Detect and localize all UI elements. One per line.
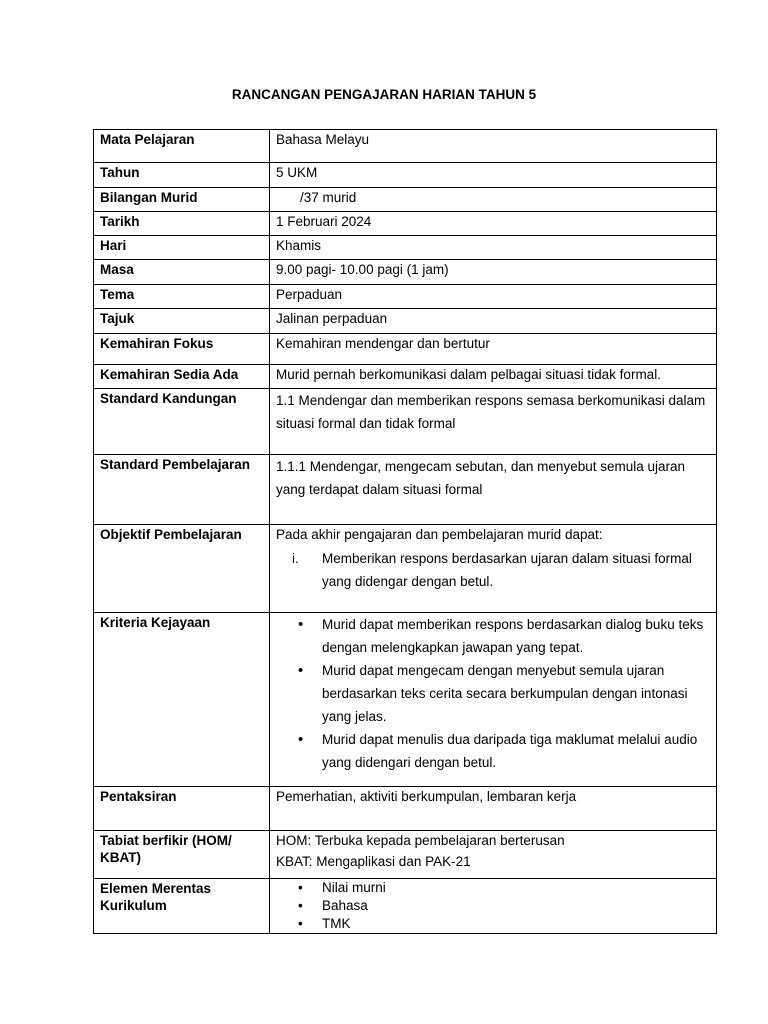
row-pentaksiran [94, 787, 717, 831]
row-standard-kandungan [94, 389, 717, 455]
label-elemen-merentas-kurikulum: Elemen Merentas Kurikulum [94, 879, 270, 934]
value-kemahiran-sedia-ada: Murid pernah berkomunikasi dalam pelbagai situasi tidak formal. [270, 365, 717, 389]
kriteria-text: Murid dapat memberikan respons berdasarkan dialog buku teks dengan melengkapkan jawapan yang tepat. [322, 617, 704, 655]
label-kemahiran-sedia-ada: Kemahiran Sedia Ada [94, 365, 270, 389]
label-masa: Masa [94, 260, 270, 285]
row-masa [94, 260, 717, 285]
kriteria-list [276, 613, 710, 774]
value-kriteria-kejayaan [270, 613, 717, 787]
bullet-icon: • [298, 916, 303, 931]
label-tema: Tema [94, 285, 270, 309]
row-hari [94, 236, 717, 260]
objektif-text: Memberikan respons berdasarkan ujaran dalam situasi formal yang didengar dengan betul. [322, 551, 692, 589]
value-elemen-merentas-kurikulum [270, 879, 717, 934]
label-standard-pembelajaran: Standard Pembelajaran [94, 455, 270, 525]
row-tajuk [94, 309, 717, 334]
value-tema: Perpaduan [270, 285, 717, 309]
objektif-intro: Pada akhir pengajaran dan pembelajaran murid dapat: [276, 527, 603, 542]
objektif-marker: i. [292, 551, 299, 566]
elemen-text: TMK [322, 916, 351, 931]
elemen-text: Nilai murni [322, 880, 386, 895]
label-bilangan-murid: Bilangan Murid [94, 188, 270, 212]
value-bilangan-murid [270, 188, 717, 212]
value-tabiat-berfikir [270, 831, 717, 879]
label-tahun: Tahun [94, 163, 270, 188]
elemen-item [276, 915, 710, 933]
bullet-icon: • [298, 898, 303, 913]
row-tema [94, 285, 717, 309]
value-pentaksiran: Pemerhatian, aktiviti berkumpulan, lembaran kerja [270, 787, 717, 831]
label-tajuk: Tajuk [94, 309, 270, 334]
label-pentaksiran: Pentaksiran [94, 787, 270, 831]
hom-text: HOM: Terbuka kepada pembelajaran berterusan [276, 833, 565, 848]
value-tahun: 5 UKM [270, 163, 717, 188]
objektif-item [276, 547, 710, 593]
row-objektif-pembelajaran [94, 525, 717, 613]
value-standard-pembelajaran: 1.1.1 Mendengar, mengecam sebutan, dan menyebut semula ujaran yang terdapat dalam situasi formal [270, 455, 717, 525]
elemen-item [276, 879, 710, 897]
row-mata-pelajaran [94, 130, 717, 163]
elemen-list [276, 879, 710, 933]
row-tabiat-berfikir [94, 831, 717, 879]
row-kemahiran-fokus [94, 334, 717, 365]
bullet-icon: • [298, 662, 304, 679]
elemen-text: Bahasa [322, 898, 368, 913]
label-kemahiran-fokus: Kemahiran Fokus [94, 334, 270, 365]
label-standard-kandungan: Standard Kandungan [94, 389, 270, 455]
label-mata-pelajaran: Mata Pelajaran [94, 130, 270, 163]
row-kriteria-kejayaan [94, 613, 717, 787]
label-hari: Hari [94, 236, 270, 260]
objektif-list [276, 547, 710, 593]
row-kemahiran-sedia-ada [94, 365, 717, 389]
kriteria-item [276, 659, 710, 728]
label-tarikh: Tarikh [94, 212, 270, 236]
kriteria-text: Murid dapat mengecam dengan menyebut semula ujaran berdasarkan teks cerita secara berkumpulan dengan intonasi yang jelas. [322, 663, 688, 724]
row-tahun [94, 163, 717, 188]
kbat-text: KBAT: Mengaplikasi dan PAK-21 [276, 854, 471, 869]
value-hari: Khamis [270, 236, 717, 260]
bilangan-murid-text: /37 murid [300, 190, 357, 205]
value-tarikh: 1 Februari 2024 [270, 212, 717, 236]
elemen-item [276, 897, 710, 915]
lesson-plan-table [93, 129, 717, 934]
bullet-icon: • [298, 616, 304, 633]
value-tajuk: Jalinan perpaduan [270, 309, 717, 334]
value-mata-pelajaran: Bahasa Melayu [270, 130, 717, 163]
bullet-icon: • [298, 731, 304, 748]
kriteria-text: Murid dapat menulis dua daripada tiga maklumat melalui audio yang didengari dengan betul. [322, 732, 698, 770]
kriteria-item [276, 613, 710, 659]
value-kemahiran-fokus: Kemahiran mendengar dan bertutur [270, 334, 717, 365]
kriteria-item [276, 728, 710, 774]
label-objektif-pembelajaran: Objektif Pembelajaran [94, 525, 270, 613]
value-objektif-pembelajaran [270, 525, 717, 613]
value-masa: 9.00 pagi- 10.00 pagi (1 jam) [270, 260, 717, 285]
document-title: RANCANGAN PENGAJARAN HARIAN TAHUN 5 [231, 87, 537, 102]
value-standard-kandungan: 1.1 Mendengar dan memberikan respons semasa berkomunikasi dalam situasi formal dan tidak formal [270, 389, 717, 455]
label-tabiat-berfikir: Tabiat berfikir (HOM/ KBAT) [94, 831, 270, 879]
row-bilangan-murid [94, 188, 717, 212]
label-kriteria-kejayaan: Kriteria Kejayaan [94, 613, 270, 787]
row-tarikh [94, 212, 717, 236]
bullet-icon: • [298, 880, 303, 895]
row-standard-pembelajaran [94, 455, 717, 525]
row-elemen-merentas-kurikulum [94, 879, 717, 934]
